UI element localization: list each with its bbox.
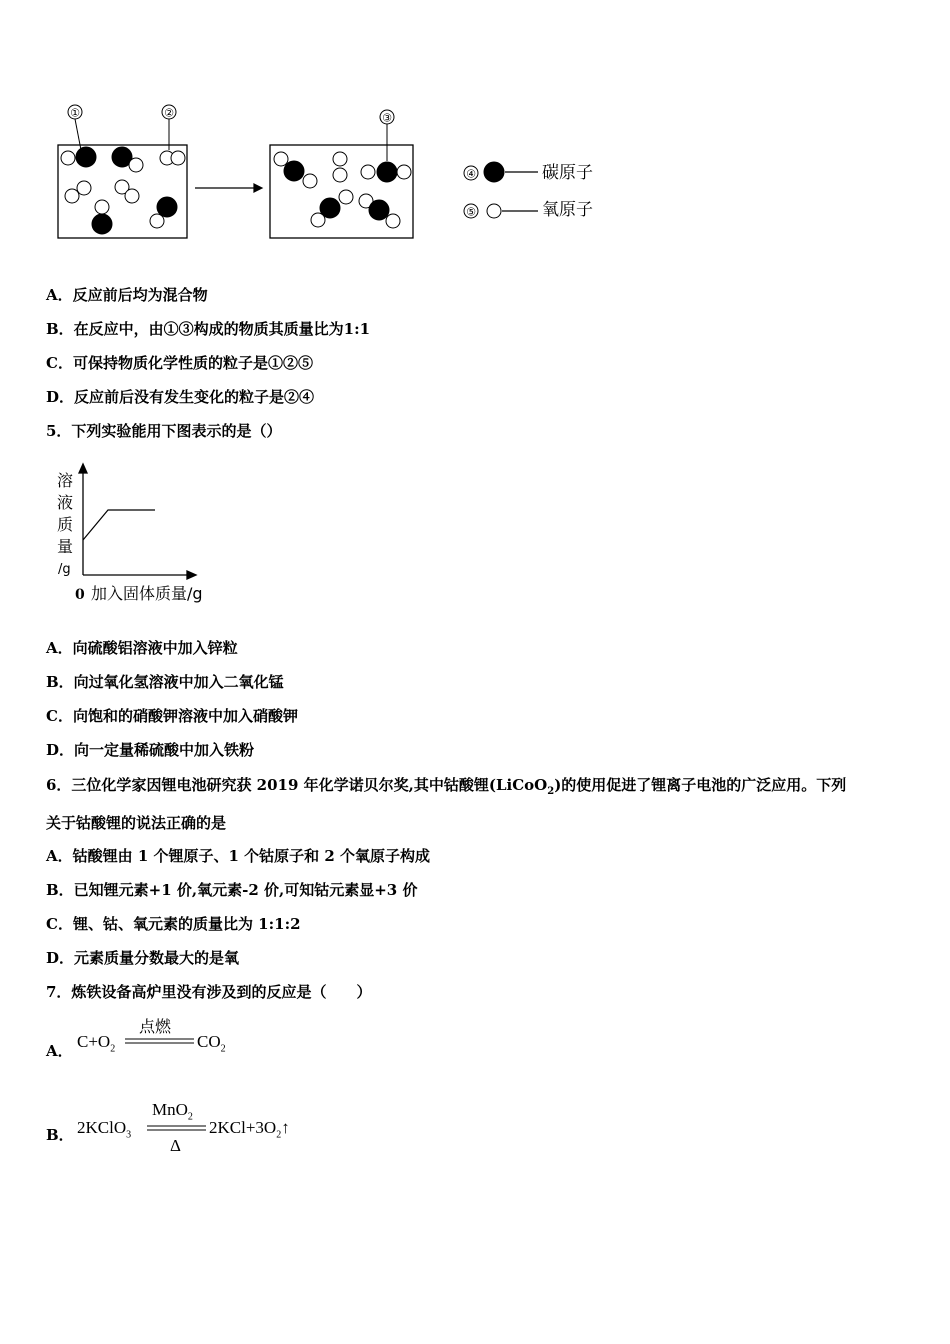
q7-option-a-label: A． <box>46 1042 73 1060</box>
q7-option-a-equals <box>125 1037 195 1045</box>
q7-option-a-right: $CO_2$ <box>197 1032 226 1055</box>
ylabel-char-3: 质 <box>57 515 74 534</box>
marker-2: ② <box>164 106 174 120</box>
legend-marker-5: ⑤ <box>466 205 476 219</box>
q7-option-b-heat: Δ <box>170 1136 181 1155</box>
solution-mass-graph <box>50 460 230 610</box>
q5-option-d: D．向一定量稀硫酸中加入铁粉 <box>46 741 255 759</box>
q5-option-c: C．向饱和的硝酸钾溶液中加入硝酸钾 <box>46 707 298 725</box>
reaction-diagram <box>50 95 610 250</box>
q6-stem-line1: 6．三位化学家因锂电池研究获 2019 年化学诺贝尔奖,其中钴酸锂(LiCoO$_2$)的使用促进了锂离子电池的广泛应用。下列 <box>46 776 847 797</box>
marker-1: ① <box>70 106 80 120</box>
q4-option-c: C．可保持物质化学性质的粒子是①②⑤ <box>46 354 313 372</box>
graph-curve <box>83 510 155 540</box>
q6-option-b: B．已知锂元素+1 价,氧元素-2 价,可知钴元素显+3 价 <box>46 881 418 899</box>
oxygen-atom-icon <box>487 204 501 218</box>
q6-stem-line2: 关于钴酸锂的说法正确的是 <box>46 814 227 832</box>
q7-option-a-condition: 点燃 <box>139 1017 172 1036</box>
q7-option-b-label: B． <box>46 1126 74 1144</box>
q7-option-b-right: $2KCl+3O_2↑$ <box>209 1118 290 1141</box>
q7-stem: 7．炼铁设备高炉里没有涉及到的反应是（ ） <box>46 983 372 1001</box>
q7-option-a-left: $C+O_2$ <box>77 1032 116 1055</box>
carbon-atom-icon <box>484 162 504 182</box>
legend-marker-4: ④ <box>466 167 476 181</box>
q4-option-a: A．反应前后均为混合物 <box>46 286 208 304</box>
ylabel-char-2: 液 <box>57 493 74 512</box>
legend-oxygen-label: 氧原子 <box>542 200 593 220</box>
q4-option-d: D．反应前后没有发生变化的粒子是②④ <box>46 388 315 406</box>
legend-carbon-label: 碳原子 <box>542 163 593 183</box>
q6-option-a: A．钴酸锂由 1 个锂原子、1 个钴原子和 2 个氧原子构成 <box>46 847 431 865</box>
q4-option-b: B．在反应中，由①③构成的物质其质量比为1:1 <box>46 320 371 338</box>
q5-option-b: B．向过氧化氢溶液中加入二氧化锰 <box>46 673 284 691</box>
ylabel-char-4: 量 <box>57 537 74 556</box>
ylabel-unit: /g <box>58 562 71 577</box>
q7-option-b-equals <box>147 1124 207 1132</box>
q6-option-d: D．元素质量分数最大的是氧 <box>46 949 240 967</box>
q7-option-b-catalyst: MnO$_2$ <box>152 1100 193 1123</box>
marker-3: ③ <box>382 111 392 125</box>
ylabel-char-1: 溶 <box>57 471 74 490</box>
q7-option-b-left: 2KClO$_3$ <box>77 1118 132 1141</box>
graph-origin: 0 <box>75 587 85 603</box>
xlabel: 加入固体质量/g <box>91 584 203 603</box>
q6-option-c: C．锂、钴、氧元素的质量比为 1:1:2 <box>46 915 301 933</box>
q5-option-a: A．向硫酸铝溶液中加入锌粒 <box>46 639 238 657</box>
q5-stem: 5．下列实验能用下图表示的是（） <box>46 422 282 440</box>
